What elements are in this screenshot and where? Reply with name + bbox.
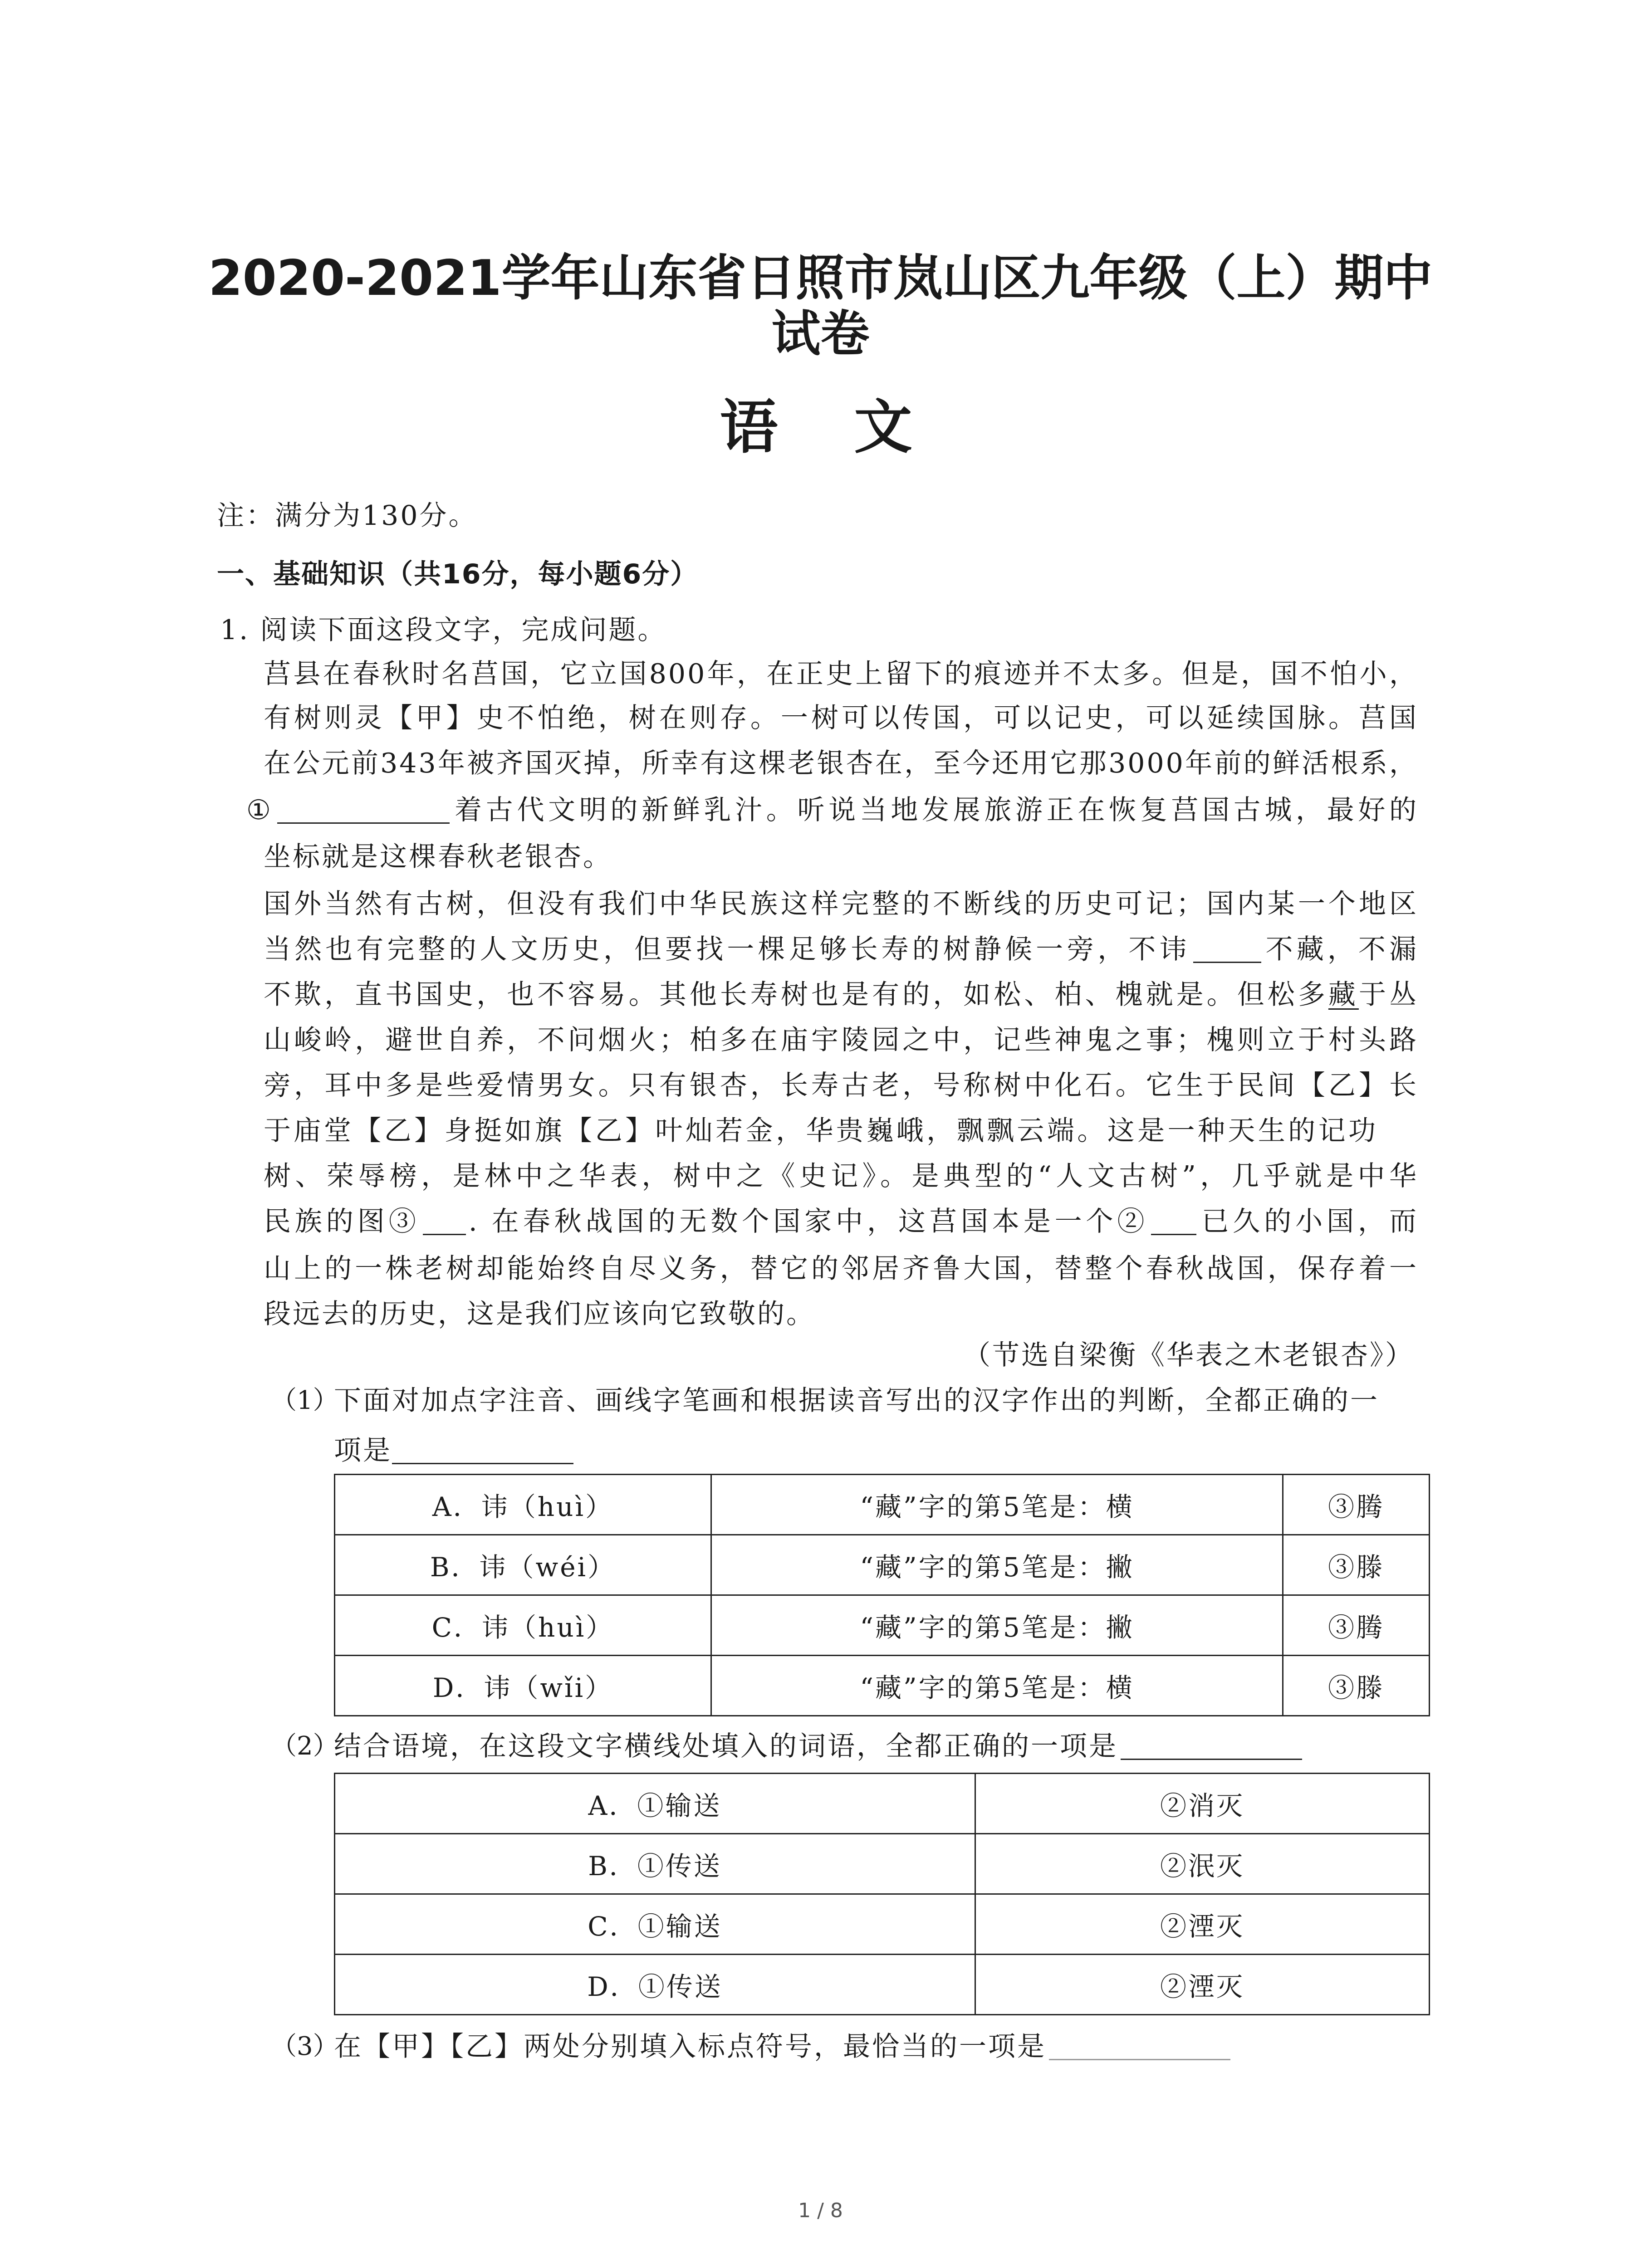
answer-blank — [1121, 1731, 1302, 1760]
exam-title-continued: 试卷 — [771, 306, 870, 362]
option-stroke: “藏”字的第5笔是：撇 — [711, 1595, 1283, 1656]
option-pinyin: B．讳（wéi） — [335, 1535, 711, 1595]
question-1-stem: 1. 阅读下面这段文字，完成问题。 — [220, 614, 667, 646]
passage-line: 国外当然有古树，但没有我们中华民族这样完整的不断线的历史可记；国内某一个地区 — [264, 888, 1418, 920]
option-stroke: “藏”字的第5笔是：横 — [711, 1656, 1283, 1716]
passage-text: 当然也有完整的人文历史，但要找一棵足够长寿的树静候一旁，不讳 — [264, 934, 1190, 965]
sub-question-2-options-table — [334, 1773, 1430, 2015]
circled-number: ① — [246, 794, 275, 826]
sub-question-1-text-tail: 项是 — [334, 1435, 392, 1466]
fill-blank-2 — [1151, 1207, 1196, 1235]
option-character: ③滕 — [1283, 1656, 1430, 1716]
option-row — [335, 1656, 1430, 1716]
option-word-2: ②泯灭 — [975, 1834, 1430, 1894]
fill-blank-3 — [423, 1207, 466, 1235]
passage-line: 段远去的历史，这是我们应该向它致敬的。 — [264, 1298, 815, 1330]
passage-line — [264, 931, 1418, 968]
subject-heading: 语 文 — [720, 394, 921, 461]
option-character: ③滕 — [1283, 1535, 1430, 1595]
passage-text: 不欺，直书国史，也不容易。其他长寿树也是有的，如松、柏、槐就是。但松多 — [264, 979, 1328, 1011]
option-row — [335, 1955, 1430, 2015]
option-row — [335, 1894, 1430, 1955]
passage-text: 于丛 — [1358, 979, 1419, 1011]
passage-line — [264, 977, 1418, 1013]
passage-line: 于庙堂【乙】身挺如旗【乙】叶灿若金，华贵巍峨，飘飘云端。这是一种天生的记功 — [264, 1115, 1377, 1147]
exam-title: 2020-2021学年山东省日照市岚山区九年级（上）期中 — [208, 250, 1433, 307]
option-word-2: ②消灭 — [975, 1774, 1430, 1834]
passage-source: （节选自梁衡《华表之木老银杏》） — [963, 1339, 1414, 1371]
fill-blank-word — [1193, 934, 1261, 963]
passage-line: 莒县在春秋时名莒国，它立国800年，在正史上留下的痕迹并不太多。但是，国不怕小， — [264, 658, 1418, 690]
passage-line: 旁，耳中多是些爱情男女。只有银杏，长寿古老，号称树中化石。它生于民间【乙】长 — [264, 1070, 1418, 1101]
passage-text: 着古代文明的新鲜乳汁。听说当地发展旅游正在恢复莒国古城，最好的 — [452, 794, 1418, 826]
option-word-1: C．①输送 — [335, 1894, 975, 1955]
sub-question-2-text — [334, 1728, 1305, 1765]
option-pinyin: C．讳（huì） — [335, 1595, 711, 1656]
passage-text: 民族的图③ — [264, 1206, 420, 1237]
option-row — [335, 1535, 1430, 1595]
option-row — [335, 1774, 1430, 1834]
fill-blank-1 — [277, 795, 450, 824]
passage-text: 已久的小国，而 — [1199, 1206, 1418, 1237]
option-row — [335, 1475, 1430, 1535]
option-row — [335, 1595, 1430, 1656]
passage-text: . 在春秋战国的无数个国家中，这莒国本是一个② — [468, 1206, 1149, 1237]
sub-question-1-text: 下面对加点字注音、画线字笔画和根据读音写出的汉字作出的判断，全都正确的一 — [334, 1385, 1379, 1417]
passage-line — [246, 792, 1418, 828]
passage-line: 山峻岭，避世自养，不问烟火；柏多在庙宇陵园之中，记些神鬼之事；槐则立于村头路 — [264, 1024, 1418, 1056]
underlined-character: 藏 — [1328, 979, 1359, 1011]
option-word-2: ②湮灭 — [975, 1894, 1430, 1955]
passage-line: 树、荣辱榜，是林中之华表，树中之《史记》。是典型的“人文古树”，几乎就是中华 — [264, 1160, 1418, 1192]
sub-question-1-options-table — [334, 1474, 1430, 1716]
option-stroke: “藏”字的第5笔是：撇 — [711, 1535, 1283, 1595]
passage-text: 不藏，不漏 — [1264, 934, 1419, 965]
page-number: 1 / 8 — [798, 2199, 843, 2222]
passage-line: 在公元前343年被齐国灭掉，所幸有这棵老银杏在，至今还用它那3000年前的鲜活根系， — [264, 748, 1418, 779]
passage-line — [264, 1203, 1418, 1240]
option-word-1: B．①传送 — [335, 1834, 975, 1894]
passage-line: 山上的一株老树却能始终自尽义务，替它的邻居齐鲁大国，替整个春秋战国，保存着一 — [264, 1253, 1418, 1285]
sub-question-1-text-continued — [334, 1432, 576, 1469]
option-word-1: A．①输送 — [335, 1774, 975, 1834]
sub-question-3-text — [334, 2028, 1233, 2065]
option-row — [335, 1834, 1430, 1894]
sub-question-1-label: （1） — [271, 1386, 338, 1415]
sub-question-3-prompt: 在【甲】【乙】两处分别填入标点符号，最恰当的一项是 — [334, 2031, 1046, 2063]
sub-question-2-label: （2） — [271, 1731, 338, 1761]
option-word-2: ②湮灭 — [975, 1955, 1430, 2015]
section-heading: 一、基础知识（共16分，每小题6分） — [217, 558, 699, 590]
option-character: ③腾 — [1283, 1475, 1430, 1535]
option-pinyin: D．讳（wǐi） — [335, 1656, 711, 1716]
answer-blank — [392, 1436, 573, 1464]
sub-question-3-label: （3） — [271, 2032, 338, 2061]
sub-question-2-prompt: 结合语境，在这段文字横线处填入的词语，全都正确的一项是 — [334, 1730, 1118, 1762]
score-note: 注：满分为130分。 — [217, 500, 478, 532]
answer-blank — [1049, 2032, 1230, 2060]
passage-line: 有树则灵【甲】史不怕绝，树在则存。一树可以传国，可以记史，可以延续国脉。莒国 — [264, 702, 1418, 734]
option-pinyin: A．讳（huì） — [335, 1475, 711, 1535]
option-character: ③腾 — [1283, 1595, 1430, 1656]
option-stroke: “藏”字的第5笔是：横 — [711, 1475, 1283, 1535]
passage-line: 坐标就是这棵春秋老银杏。 — [264, 841, 612, 873]
option-word-1: D．①传送 — [335, 1955, 975, 2015]
